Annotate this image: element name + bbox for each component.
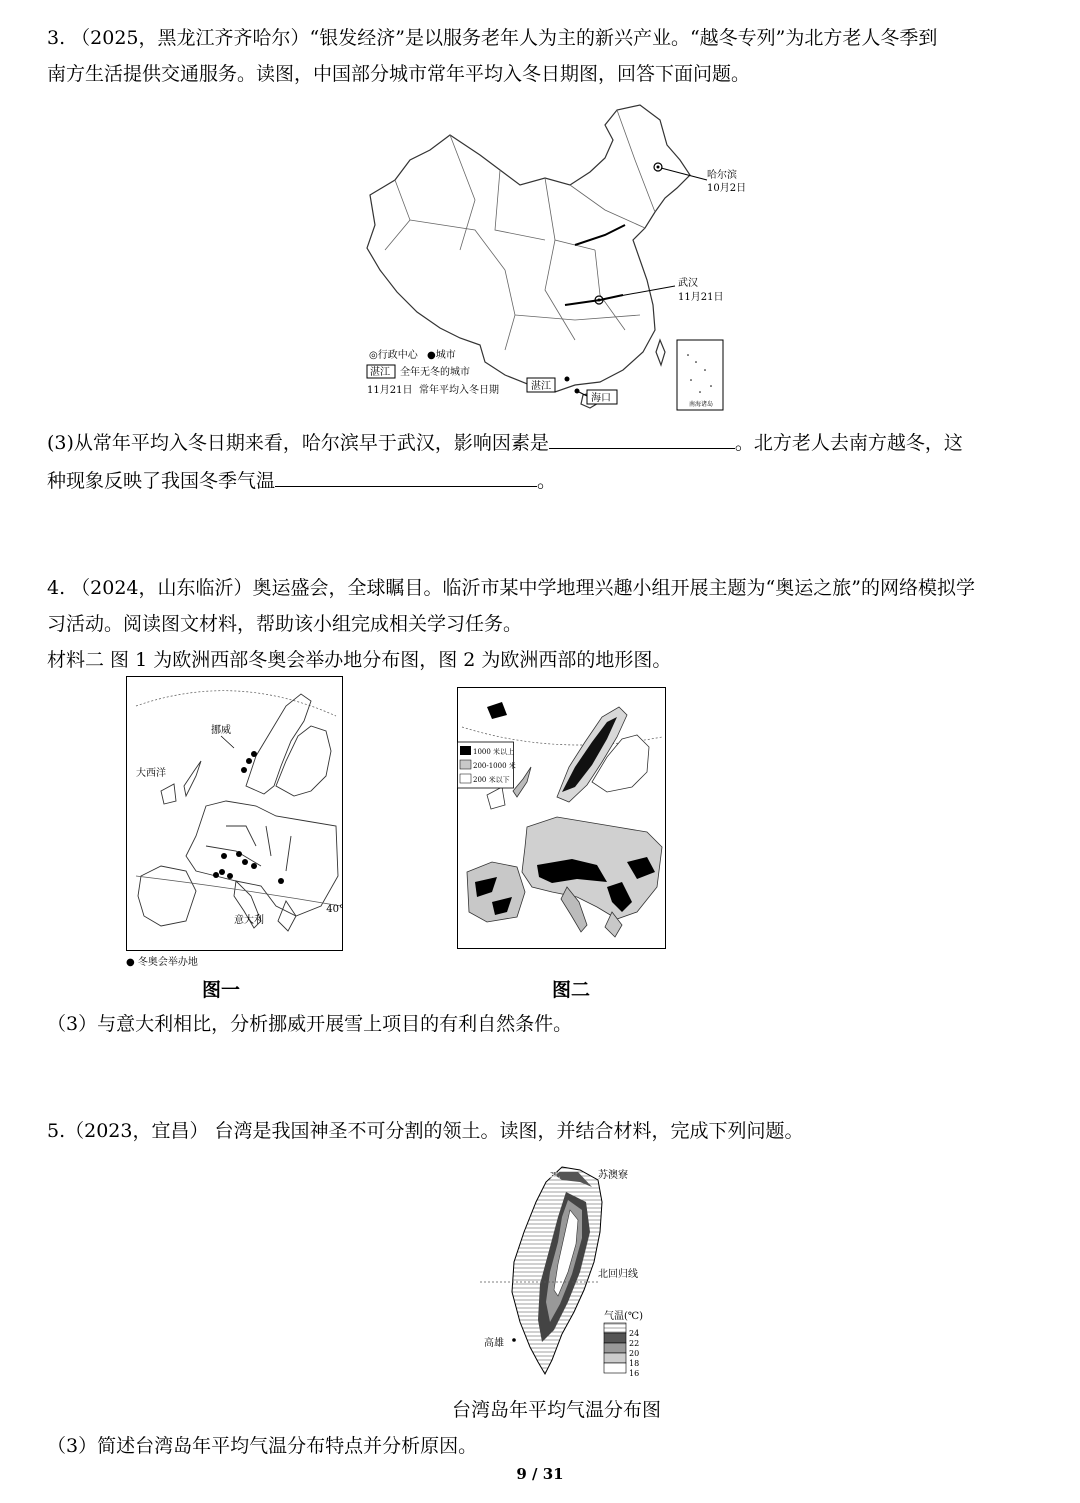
atlantic-label: 大西洋 xyxy=(136,768,166,779)
q3-sub-b: 。北方老人去南方越冬，这 xyxy=(734,432,963,454)
terrain-legend-1: 1000 米以上 xyxy=(473,748,515,756)
kaohsiung-label: 高雄 xyxy=(484,1338,504,1349)
q5-intro: 5.（2023，宜昌） 台湾是我国神圣不可分割的领土。读图，并结合材料，完成下列问题。 xyxy=(47,1120,804,1142)
legend-city: ●城市 xyxy=(427,350,456,361)
china-map xyxy=(355,100,747,415)
haikou-label: 海口 xyxy=(591,393,611,404)
q3-intro-line1: 3. （2025，黑龙江齐齐哈尔）“银发经济”是以服务老年人为主的新兴产业。“越冬专列”为北方老人冬季到 xyxy=(47,27,938,49)
suao-label: 苏澳寮 xyxy=(598,1170,628,1181)
q3-sub-c: 种现象反映了我国冬季气温 xyxy=(47,470,276,492)
q3-intro-line2: 南方生活提供交通服务。读图，中国部分城市常年平均入冬日期图，回答下面问题。 xyxy=(47,63,751,85)
wuhan-label: 武汉 xyxy=(678,278,698,289)
page-number: 9 / 31 xyxy=(516,1465,564,1483)
wuhan-date: 11月21日 xyxy=(678,292,724,303)
lat-label: 40° xyxy=(326,904,344,915)
taiwan-temp-map xyxy=(480,1162,650,1397)
terrain-legend-3: 200 米以下 xyxy=(473,776,510,784)
temp-legend-title: 气温(℃) xyxy=(604,1311,643,1322)
fig2-caption: 图二 xyxy=(552,979,591,1001)
harbin-label: 哈尔滨 xyxy=(707,170,737,181)
europe-olympics-map xyxy=(126,676,344,970)
q5-sub: （3）简述台湾岛年平均气温分布特点并分析原因。 xyxy=(47,1435,478,1457)
harbin-date: 10月2日 xyxy=(707,183,747,194)
q3-sub-d: 。 xyxy=(537,470,557,492)
temp-legend-22: 22 xyxy=(629,1339,640,1348)
taipei-label: 台北 xyxy=(540,1170,560,1181)
q4-sub: （3）与意大利相比，分析挪威开展雪上项目的有利自然条件。 xyxy=(47,1013,573,1035)
temp-legend-20: 20 xyxy=(629,1349,640,1358)
fig1-legend: ● 冬奥会举办地 xyxy=(126,957,198,968)
q3-answer-blank-2[interactable] xyxy=(275,466,537,487)
q4-intro-line2: 习活动。阅读图文材料，帮助该小组完成相关学习任务。 xyxy=(47,613,523,635)
q4-intro-line1: 4. （2024，山东临沂）奥运盛会，全球瞩目。临沂市某中学地理兴趣小组开展主题为“奥运之旅”的网络模拟学 xyxy=(47,577,975,599)
terrain-legend-2: 200-1000 米 xyxy=(473,762,516,770)
q3-sub-line1 xyxy=(47,428,1047,457)
tropic-label: 北回归线 xyxy=(598,1269,638,1280)
temp-legend-24: 24 xyxy=(629,1329,640,1338)
legend-admin: ◎行政中心 xyxy=(369,350,418,361)
q5-map-caption: 台湾岛年平均气温分布图 xyxy=(452,1399,662,1421)
fig1-caption: 图一 xyxy=(202,979,241,1001)
q3-sub-line2 xyxy=(47,466,1047,495)
q4-material: 材料二 图 1 为欧洲西部冬奥会举办地分布图，图 2 为欧洲西部的地形图。 xyxy=(47,649,672,671)
inset-label: 南海诸岛 xyxy=(689,401,714,408)
temp-legend-16: 16 xyxy=(629,1369,640,1378)
temp-legend-18: 18 xyxy=(629,1359,640,1368)
legend-date-text: 常年平均入冬日期 xyxy=(419,385,499,396)
norway-label: 挪威 xyxy=(211,725,231,736)
legend-box: 湛江 xyxy=(370,367,390,378)
legend-date: 11月21日 xyxy=(367,385,413,396)
zhanjiang-label: 湛江 xyxy=(531,381,551,392)
legend-box-text: 全年无冬的城市 xyxy=(400,367,470,378)
europe-terrain-map xyxy=(457,687,667,950)
q3-sub-a: (3)从常年平均入冬日期来看，哈尔滨早于武汉，影响因素是 xyxy=(47,432,549,454)
q3-answer-blank-1[interactable] xyxy=(549,428,735,449)
italy-label: 意大利 xyxy=(234,915,264,926)
